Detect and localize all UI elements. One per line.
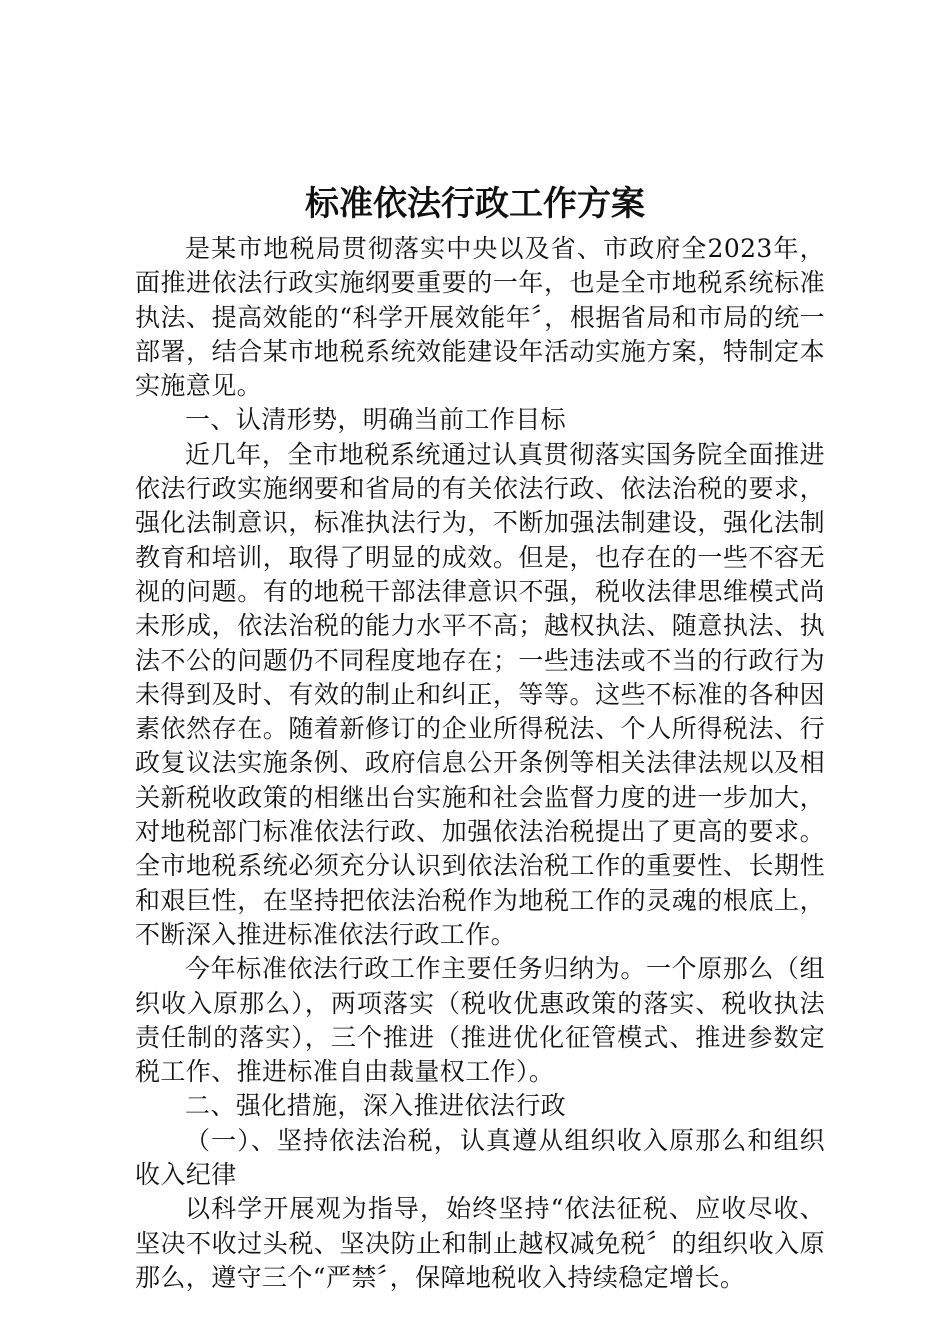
intro-paragraph: 是某市地税局贯彻落实中央以及省、市政府全2023年，面推进依法行政实施纲要重要的一年，也是全市地税系统标准执法、提高效能的“科学开展效能年〞，根据省局和市局的统一部署，结合某市地税系统效能建设年活动实施方案，特制定本实施意见。 bbox=[135, 234, 825, 401]
section-heading-2: 二、强化措施，深入推进依法行政 bbox=[185, 1091, 567, 1121]
document-title: 标准依法行政工作方案 bbox=[305, 184, 645, 224]
subsection-heading-1: （一）、坚持依法治税，认真遵从组织收入原那么和组织收入纪律 bbox=[135, 1125, 825, 1190]
section-heading-1: 一、认清形势，明确当前工作目标 bbox=[185, 405, 567, 435]
situation-paragraph: 近几年，全市地税系统通过认真贯彻落实国务院全面推进依法行政实施纲要和省局的有关依法行政、依法治税的要求，强化法制意识，标准执法行为，不断加强法制建设，强化法制教育和培训，取得了明显的成效。但是，也存在的一些不容无视的问题。有的地税干部法律意识不强，税收法律思维模式尚未形成，依法治税的能力水平不高；越权执法、随意执法、执法不公的问题仍不同程度地存在；一些违法或不当的行政行为未得到及时、有效的制止和纠正，等等。这些不标准的各种因素依然存在。随着新修订的企业所得税法、个人所得税法、行政复议法实施条例、政府信息公开条例等相关法律法规以及相关新税收政策的相继出台实施和社会监督力度的进一步加大，对地税部门标准依法行政、加强依法治税提出了更高的要求。全市地税系统必须充分认识到依法治税工作的重要性、长期性和艰巨性，在坚持把依法治税作为地税工作的灵魂的根底上，不断深入推进标准依法行政工作。 bbox=[135, 439, 825, 949]
principle-paragraph: 以科学开展观为指导，始终坚持“依法征税、应收尽收、坚决不收过头税、坚决防止和制止越权减免税〞的组织收入原那么，遵守三个“严禁〞，保障地税收入持续稳定增长。 bbox=[135, 1194, 825, 1292]
document-body bbox=[135, 232, 825, 1295]
tasks-paragraph: 今年标准依法行政工作主要任务归纳为。一个原那么（组织收入原那么），两项落实（税收优惠政策的落实、税收执法责任制的落实），三个推进（推进优化征管模式、推进参数定税工作、推进标准自由裁量权工作）。 bbox=[135, 954, 825, 1087]
